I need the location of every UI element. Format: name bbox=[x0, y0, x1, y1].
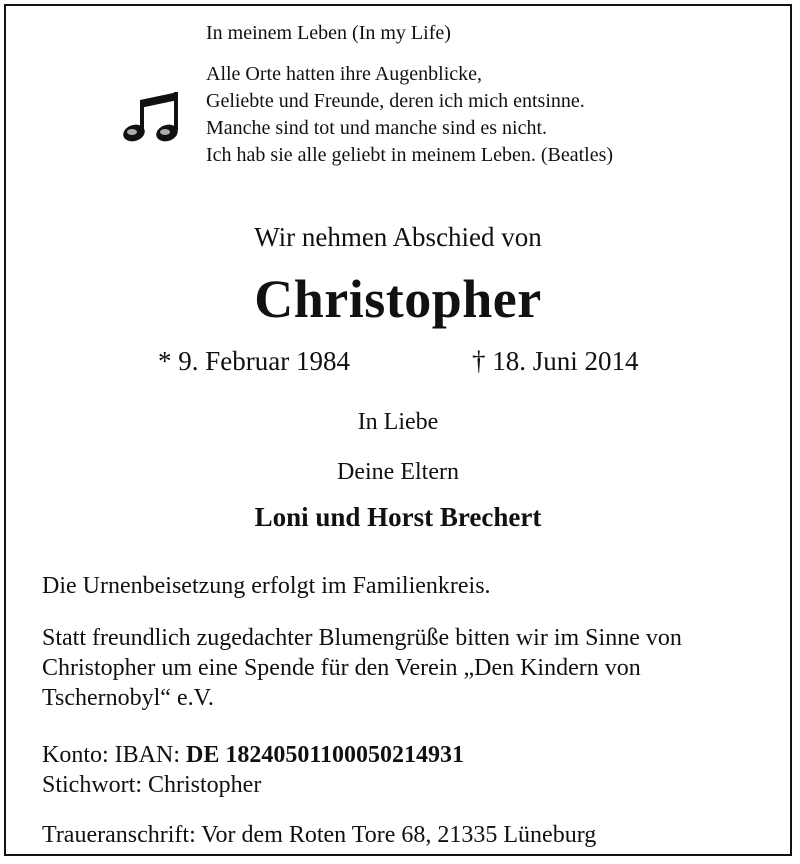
iban-line bbox=[42, 740, 762, 770]
poem-line: Ich hab sie alle geliebt in meinem Leben. (Beatles) bbox=[206, 144, 614, 166]
iban-number: DE 18240501100050214931 bbox=[186, 742, 465, 768]
parents-label: Deine Eltern bbox=[337, 459, 459, 485]
stichwort-line: Stichwort: Christopher bbox=[42, 772, 262, 798]
obituary-notice bbox=[4, 4, 792, 856]
konto-label: Konto: IBAN: bbox=[42, 742, 180, 768]
poem-line: Manche sind tot und manche sind es nicht. bbox=[206, 117, 548, 139]
closing-line: In Liebe bbox=[357, 409, 439, 435]
music-notes-icon bbox=[120, 90, 182, 146]
parents-names: Loni und Horst Brechert bbox=[254, 502, 542, 532]
donation-note: Statt freundlich zugedachter Blumengrüße bitten wir im Sinne von Christopher um eine Spende für den Verein „Den Kindern von Tschernobyl“ e.V. bbox=[42, 625, 682, 711]
poem-line: Geliebte und Freunde, deren ich mich entsinne. bbox=[206, 90, 585, 112]
burial-note: Die Urnenbeisetzung erfolgt im Familienkreis. bbox=[42, 573, 491, 599]
poem-block bbox=[206, 20, 613, 169]
mourning-address: Traueranschrift: Vor dem Roten Tore 68, 21335 Lüneburg bbox=[42, 822, 597, 848]
death-date: † 18. Juni 2014 bbox=[472, 346, 639, 376]
birth-date: * 9. Februar 1984 bbox=[158, 346, 350, 376]
poem-line: Alle Orte hatten ihre Augenblicke, bbox=[206, 63, 483, 85]
deceased-name: Christopher bbox=[254, 269, 542, 329]
bank-details bbox=[42, 740, 762, 800]
farewell-line: Wir nehmen Abschied von bbox=[254, 222, 542, 252]
poem-title: In meinem Leben (In my Life) bbox=[206, 22, 451, 44]
